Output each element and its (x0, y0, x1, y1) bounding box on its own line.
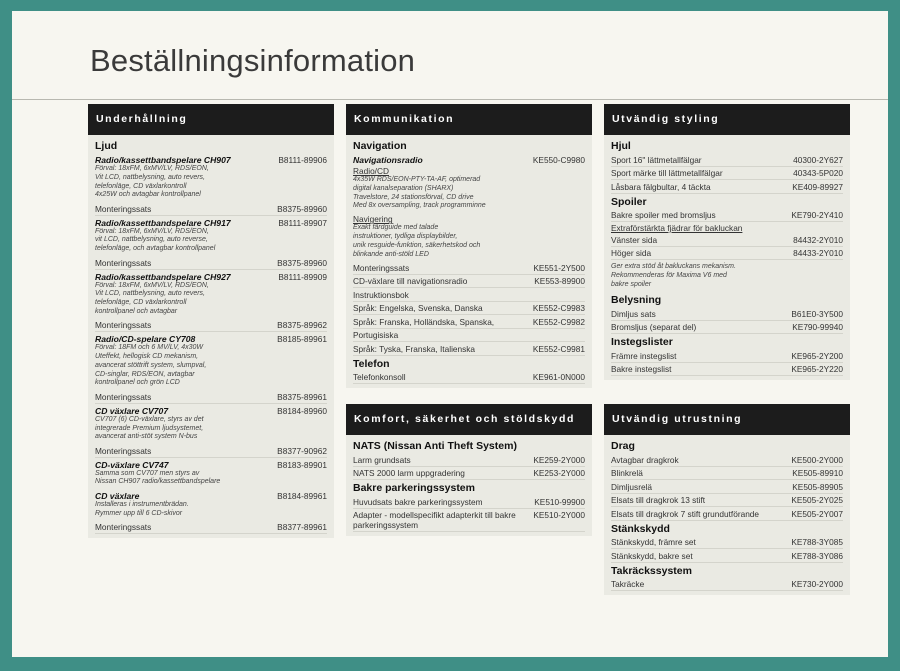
item-name: Stänkskydd, bakre set (611, 550, 693, 561)
description-line: integrerade Premium ljudsystemet, (95, 424, 204, 432)
item-name: Språk: Tyska, Franska, Italienska (353, 343, 476, 354)
product-list (95, 153, 327, 534)
description-line: Förval: 18FM och 6 MV/LV, 4x30W (95, 344, 204, 352)
item-code: KE551-2Y500 (533, 262, 585, 273)
table-row (611, 507, 843, 521)
table-row (611, 247, 843, 261)
item-name: Adapter - modellspecifikt adapterkit till bakre parkeringssystem (353, 510, 516, 530)
description-line: CD-singlar, RDS/EON, avtagbar (95, 370, 195, 378)
product-code: B8184-89961 (277, 491, 327, 502)
item-code: 84433-2Y010 (793, 248, 843, 258)
item-name: Larm grundsats (353, 454, 411, 465)
item-code: KE510-99900 (534, 496, 585, 507)
product-description (353, 176, 585, 213)
item-name: Blinkrelä (611, 468, 643, 478)
table-row (611, 167, 843, 181)
item-code: KE788-3Y086 (791, 550, 843, 561)
item-code: 40343-5P020 (793, 168, 843, 178)
section-title-telefon: Telefon (353, 357, 390, 370)
item-name: Monteringssats (95, 203, 152, 214)
item-code: KE259-2Y000 (533, 454, 585, 465)
spoiler-rows (611, 209, 843, 223)
item-name: NATS 2000 larm uppgradering (353, 468, 465, 478)
item-name: Sport märke till lättmetallfälgar (611, 168, 723, 178)
item-name: Bromsljus (separat del) (611, 322, 697, 333)
nats-rows (353, 453, 585, 480)
section-header-komfort: Komfort, säkerhet och stöldskydd (346, 404, 592, 435)
item-code: B8375-89960 (277, 257, 327, 268)
product-description (95, 416, 327, 444)
product-code: B8183-89901 (277, 459, 327, 470)
section-header-kommunikation: Kommunikation (346, 104, 592, 135)
mounting-kit-row (95, 202, 327, 216)
section-title-ljud: Ljud (95, 140, 118, 152)
page-title: Beställningsinformation (90, 43, 416, 78)
table-row (611, 363, 843, 377)
item-name: Vänster sida (611, 234, 658, 245)
item-name: Elsats till dragkrok 7 stift grundutförande (611, 508, 760, 519)
item-name: Bakre instegslist (611, 364, 672, 375)
description-line: 4x25W och avtagbar kontrollpanel (95, 191, 201, 199)
nav-rows (353, 261, 585, 356)
instegslister-rows (611, 349, 843, 376)
description-line: unik resguide-funktion, säkerhetskod och (353, 241, 481, 249)
item-name: Monteringssats (95, 320, 152, 331)
item-code: KE788-3Y085 (791, 537, 843, 547)
table-row (353, 275, 585, 289)
table-row (611, 453, 843, 467)
column-body (604, 435, 850, 595)
item-code: B61E0-3Y500 (791, 308, 843, 319)
item-name: Monteringssats (353, 262, 410, 273)
table-row (353, 509, 585, 533)
section-title-hjul: Hjul (611, 140, 631, 152)
product-name: Radio/kassettbandspelare CH927 (95, 271, 231, 282)
table-row (353, 342, 585, 356)
item-code: KE409-89927 (792, 181, 843, 192)
item-name: Huvudsats bakre parkeringssystem (353, 496, 483, 507)
item-name: Språk: Franska, Holländska, Spanska, (353, 316, 495, 327)
table-row (353, 288, 585, 302)
item-name: Dimljusrelä (611, 481, 653, 492)
mounting-kit-row (95, 444, 327, 458)
description-line: digital kanalseparation (SHARX) (353, 184, 454, 192)
item-code: B8377-89961 (277, 522, 327, 533)
product-name: Navigationsradio (353, 155, 423, 165)
item-code: B8375-89961 (277, 391, 327, 402)
section-header-utvandig-utrustning: Utvändig utrustning (604, 404, 850, 435)
product-header (95, 458, 327, 470)
belysning-rows (611, 307, 843, 334)
takrack-rows (611, 578, 843, 592)
item-name: Höger sida (611, 248, 652, 258)
mounting-kit-row (95, 390, 327, 404)
description-line: avancerat stöttrift system, slumpval, (95, 361, 207, 369)
item-name: Monteringssats (95, 445, 152, 456)
item-code: 40300-2Y627 (793, 154, 843, 165)
column-body (346, 135, 592, 388)
product-description (95, 344, 327, 390)
item-name: Telefonkonsoll (353, 372, 406, 383)
section-title-drag: Drag (611, 440, 635, 452)
product-name: Radio/kassettbandspelare CH907 (95, 155, 231, 165)
drag-rows (611, 453, 843, 521)
description-line: Ger extra stöd åt bakluckans mekanism. (611, 263, 736, 270)
item-code: KE730-2Y000 (791, 579, 843, 589)
table-row (353, 261, 585, 275)
column-body (346, 435, 592, 536)
product-name: CD växlare CV707 (95, 405, 169, 416)
item-name: Portugisiska (353, 330, 399, 341)
description-line: Uteffekt, hellogisk CD mekanism, (95, 353, 199, 361)
description-line: Vit LCD, nattbelysning, auto revers, (95, 290, 205, 298)
item-name: Stänkskydd, främre set (611, 537, 696, 547)
item-code: KE965-2Y220 (791, 364, 843, 375)
item-code: B8375-89960 (277, 203, 327, 214)
item-code: KE965-2Y200 (791, 350, 843, 361)
item-name: Främre instegslist (611, 350, 677, 361)
product-name: Radio/CD-spelare CY708 (95, 334, 196, 345)
item-code: KE500-2Y000 (791, 454, 843, 465)
column-kommunikation (346, 104, 592, 388)
product-description (95, 228, 327, 256)
item-name: Språk: Engelska, Svenska, Danska (353, 303, 483, 314)
product-code: B8185-89961 (277, 334, 327, 345)
page (12, 11, 888, 657)
title-divider (12, 99, 888, 100)
item-name: Elsats till dragkrok 13 stift (611, 495, 706, 505)
table-row (611, 536, 843, 550)
item-code: KE552-C9981 (532, 343, 585, 354)
hjul-rows (611, 153, 843, 194)
item-code: KE505-2Y025 (791, 495, 843, 505)
product-header (95, 153, 327, 165)
column-utvandig-utrustning (604, 404, 850, 595)
section-header-utvandig-styling: Utvändig styling (604, 104, 850, 135)
description-line: telefonläge, CD växlarkontroll (95, 182, 187, 190)
item-name: Instruktionsbok (353, 289, 409, 300)
item-code: KE552-C9983 (532, 303, 585, 314)
description-line: vit LCD, nattbelysning, auto reverse, (95, 236, 208, 244)
product-description (95, 470, 327, 490)
product-code: B8111-89906 (278, 155, 327, 165)
table-row (611, 349, 843, 363)
table-row (611, 494, 843, 508)
table-row (611, 180, 843, 194)
product-code: B8184-89960 (277, 405, 327, 416)
spoiler-note (611, 260, 843, 292)
item-name: CD-växlare till navigationsradio (353, 276, 468, 287)
item-code: 84432-2Y010 (793, 234, 843, 245)
section-header-underhallning: Underhållning (88, 104, 334, 135)
table-row (353, 467, 585, 481)
product-header (95, 489, 327, 501)
table-row (353, 371, 585, 385)
column-underhallning (88, 104, 334, 538)
description-line: Vit LCD, nattbelysning, auto revers, (95, 173, 205, 181)
table-row (611, 209, 843, 223)
item-name: Dimljus sats (611, 308, 656, 319)
subheading-navigering: Navigering (353, 214, 393, 225)
product-code: B8111-89907 (278, 217, 327, 228)
column-komfort (346, 404, 592, 536)
section-title-belysning: Belysning (611, 294, 662, 307)
item-name: Avtagbar dragkrok (611, 454, 679, 465)
section-title-instegslister: Instegslister (611, 336, 673, 349)
item-code: KE253-2Y000 (533, 468, 585, 478)
description-line: Med 8x oversampling, track programminne (353, 202, 486, 210)
product-header (95, 332, 327, 344)
item-code: KE505-2Y007 (791, 508, 843, 519)
table-row (611, 307, 843, 321)
table-row (353, 329, 585, 343)
product-code: KE550-C9980 (532, 155, 585, 165)
section-title-spoiler: Spoiler (611, 195, 647, 208)
table-row (611, 153, 843, 167)
table-row (611, 233, 843, 247)
description-line: kontrollpanel och avtagbar (95, 307, 178, 315)
item-code: KE790-99940 (792, 322, 843, 333)
park-rows (353, 495, 585, 532)
section-title-nats: NATS (Nissan Anti Theft System) (353, 440, 517, 452)
stankskydd-rows (611, 536, 843, 563)
description-line: Förval: 18xFM, 6xMV/LV, RDS/EON, (95, 281, 209, 289)
section-title-takrack: Takräckssystem (611, 564, 692, 577)
mounting-kit-row (95, 256, 327, 270)
table-row (611, 578, 843, 592)
description-line: Exakt färdguide med talade (353, 224, 439, 232)
column-utvandig-styling (604, 104, 850, 380)
description-line: Installeras i instrumentbrädan. (95, 501, 189, 509)
description-line: bakre spoiler (611, 280, 652, 288)
table-row (611, 467, 843, 481)
item-code: KE790-2Y410 (791, 210, 843, 220)
column-body (88, 135, 334, 538)
description-line: blinkande anti-stöld LED (353, 250, 429, 258)
table-row (611, 480, 843, 494)
table-row (353, 453, 585, 467)
tel-rows (353, 371, 585, 385)
item-code: B8377-90962 (277, 445, 327, 456)
product-navigationsradio (353, 153, 585, 165)
table-row (611, 549, 843, 563)
item-name: Bakre spoiler med bromsljus (611, 210, 716, 220)
product-description (95, 282, 327, 319)
description-line: Rekommenderas för Maxima V6 med (611, 271, 727, 279)
description-line: Nissan CH907 radio/kassettbandspelare (95, 478, 221, 486)
item-name: Monteringssats (95, 257, 152, 268)
item-name: Sport 16" lättmetallfälgar (611, 154, 702, 165)
description-line: Samma som CV707 men styrs av (95, 469, 200, 477)
description-line: Travelstore, 24 stationsförval, CD drive (353, 193, 474, 201)
description-line: avancerat anti-stöt system N-bus (95, 433, 198, 441)
description-line: telefonläge, och avtagbar kontrollpanel (95, 245, 216, 253)
table-row (353, 495, 585, 509)
item-code: KE961-0N000 (532, 372, 585, 383)
mounting-kit-row (95, 521, 327, 535)
description-line: Förval: 18xFM, 6xMV/LV, RDS/EON, (95, 165, 209, 172)
description-line: instruktioner, tydliga displaybilder, (353, 232, 458, 240)
section-title-stankskydd: Stänkskydd (611, 522, 670, 535)
table-row (353, 302, 585, 316)
subheading-radiocd: Radio/CD (353, 166, 389, 176)
section-title-navigation: Navigation (353, 140, 407, 152)
subheading-fjadrar: Extraförstärkta fjädrar för bakluckan (611, 223, 743, 233)
description-line: 4x35W RDS/EON-PTY-TA-AF, optimerad (353, 176, 481, 183)
item-name: Takräcke (611, 579, 645, 589)
item-code: KE552-C9982 (532, 316, 585, 327)
product-name: CD växlare (95, 491, 140, 502)
product-header (95, 404, 327, 416)
product-header (95, 270, 327, 282)
item-name: Låsbara fälgbultar, 4 täckta (611, 181, 711, 192)
description-line: Rymmer upp till 6 CD-skivor (95, 510, 183, 518)
product-name: CD-växlare CV747 (95, 459, 169, 470)
table-row (611, 321, 843, 335)
product-name: Radio/kassettbandspelare CH917 (95, 217, 231, 228)
description-line: telefonläge, CD växlarkontroll (95, 299, 187, 307)
section-title-parkering: Bakre parkeringssystem (353, 482, 475, 494)
table-row (353, 315, 585, 329)
description-line: CV707 (6) CD-växlare, styrs av det (95, 415, 204, 423)
description-line: kontrollpanel och grön LCD (95, 379, 180, 387)
item-name: Monteringssats (95, 522, 152, 533)
product-description (353, 224, 585, 261)
item-code: KE510-2Y000 (533, 510, 585, 520)
description-line: Förval: 18xFM, 6xMV/LV, RDS/EON, (95, 227, 209, 235)
product-code: B8111-89909 (278, 271, 327, 282)
item-code: KE505-89905 (792, 481, 843, 492)
column-body (604, 135, 850, 380)
product-header (95, 216, 327, 228)
spoiler-rows-2 (611, 233, 843, 260)
item-code: KE553-89900 (534, 276, 585, 287)
item-code: B8375-89962 (277, 320, 327, 331)
mounting-kit-row (95, 319, 327, 333)
item-name: Monteringssats (95, 391, 152, 402)
product-description (95, 501, 327, 521)
item-code: KE505-89910 (792, 468, 843, 478)
product-description (95, 165, 327, 202)
